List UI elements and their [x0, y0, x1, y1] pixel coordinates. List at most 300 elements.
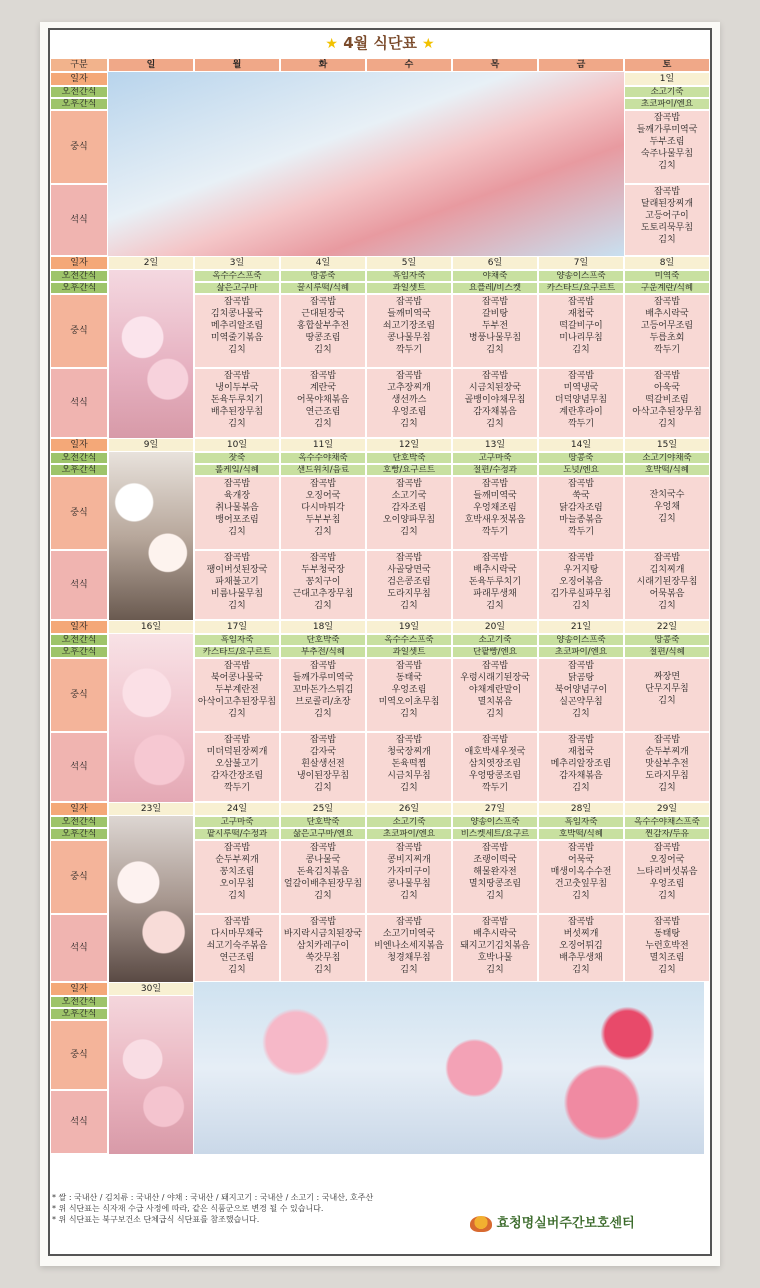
menu-item: 쇠고기숙주볶음 [206, 941, 268, 951]
pm-snack: 호박떡/식혜 [624, 464, 710, 476]
menu-item: 야채계란말이 [468, 685, 522, 695]
menu-item: 가자미구이 [387, 867, 431, 877]
menu-item: 깍두기 [395, 345, 423, 355]
menu-item: 쑥국 [572, 491, 590, 501]
date-cell: 5일 [366, 256, 452, 270]
menu-item: 김치 [572, 965, 590, 975]
row-label-am: 오전간식 [50, 270, 108, 282]
menu-item: 잡곡밥 [223, 735, 251, 745]
menu-item: 연근조림 [305, 407, 341, 417]
menu-item: 김치 [572, 601, 590, 611]
title-text: 4월 식단표 [343, 34, 417, 52]
menu-item: 감자국 [309, 747, 337, 757]
menu-item: 미역오이초무침 [378, 697, 440, 707]
menu-item: 잡곡밥 [395, 371, 423, 381]
menu-item: 잡곡밥 [223, 479, 251, 489]
menu-item: 잡곡밥 [395, 661, 423, 671]
menu-item: 느타리버섯볶음 [636, 867, 698, 877]
menu-item: 호박새우젓볶음 [464, 515, 526, 525]
am-snack: 미역죽 [624, 270, 710, 282]
date-cell: 11일 [280, 438, 366, 452]
am-snack: 고구마죽 [194, 816, 280, 828]
menu-item: 두부계란전 [215, 685, 259, 695]
pm-snack: 도넛/엔요 [538, 464, 624, 476]
date-cell: 10일 [194, 438, 280, 452]
menu-item: 오징어튀김 [559, 941, 603, 951]
menu-item: 파채불고기 [215, 577, 259, 587]
lunch-menu [538, 840, 624, 914]
menu-item: 김치콩나물국 [210, 309, 264, 319]
menu-item: 아삭이고추된장무침 [197, 697, 277, 707]
menu-item: 닭감자조림 [559, 503, 603, 513]
menu-item: 김치 [572, 783, 590, 793]
lunch-menu [452, 294, 538, 368]
menu-item: 깍두기 [567, 527, 595, 537]
menu-item: 잡곡밥 [567, 843, 595, 853]
menu-item: 마늘종볶음 [559, 515, 603, 525]
menu-item: 김치 [658, 601, 676, 611]
menu-item: 잡곡밥 [481, 661, 509, 671]
row-label-lunch: 중식 [50, 110, 108, 184]
menu-item: 건고춧잎무침 [554, 879, 608, 889]
menu-item: 잡곡밥 [567, 735, 595, 745]
menu-item: 청국장찌개 [387, 747, 431, 757]
menu-item: 오이양파무침 [382, 515, 436, 525]
menu-item: 김치 [228, 419, 246, 429]
menu-item: 잡곡밥 [653, 917, 681, 927]
menu-item: 다시마무채국 [210, 929, 264, 939]
dinner-menu [624, 368, 710, 438]
menu-item: 취나물볶음 [215, 503, 259, 513]
menu-item: 재첩국 [567, 309, 595, 319]
menu-item: 잡곡밥 [309, 843, 337, 853]
menu-item: 김치 [572, 345, 590, 355]
menu-item: 잡곡밥 [309, 735, 337, 745]
row-label-dinner: 석식 [50, 914, 108, 982]
menu-item: 잡곡밥 [481, 843, 509, 853]
menu-item: 잡곡밥 [653, 553, 681, 563]
menu-item: 우엉채 [653, 502, 681, 512]
date-cell: 9일 [108, 438, 194, 452]
menu-item: 도토리묵무침 [640, 223, 694, 233]
dinner-menu [280, 550, 366, 620]
menu-item: 김치 [572, 709, 590, 719]
menu-item: 잡곡밥 [481, 371, 509, 381]
menu-item: 냉이두부국 [215, 383, 259, 393]
menu-item: 김치 [228, 527, 246, 537]
menu-item: 연근조림 [219, 953, 255, 963]
am-snack: 땅콩죽 [538, 452, 624, 464]
menu-item: 미나리무침 [559, 333, 603, 343]
menu-item: 깍두기 [653, 345, 681, 355]
row-label-pm: 오후간식 [50, 828, 108, 840]
menu-item: 바지락시금치된장국 [283, 929, 363, 939]
row-label-date: 일자 [50, 620, 108, 634]
menu-item: 뱅어포조림 [215, 515, 259, 525]
pm-snack: 비스켓세트/요구르 [452, 828, 538, 840]
row-label-am: 오전간식 [50, 634, 108, 646]
menu-item: 잡곡밥 [481, 553, 509, 563]
lunch-menu [452, 476, 538, 550]
date-cell: 18일 [280, 620, 366, 634]
menu-item: 김치 [314, 891, 332, 901]
dinner-menu [624, 732, 710, 802]
date-cell: 20일 [452, 620, 538, 634]
dinner-menu [366, 368, 452, 438]
am-snack: 옥수수스프죽 [194, 270, 280, 282]
menu-item: 비름나물무침 [210, 589, 264, 599]
menu-item: 다시마튀각 [301, 503, 345, 513]
cherry-blossom-photo [108, 72, 624, 256]
menu-item: 냉이된장무침 [296, 771, 350, 781]
menu-item: 김치 [658, 783, 676, 793]
cherry-blossom-photo [109, 270, 193, 438]
menu-item: 사골당면국 [387, 565, 431, 575]
pm-snack: 초코파이/엔요 [538, 646, 624, 658]
row-label-pm: 오후간식 [50, 282, 108, 294]
menu-item: 땅콩조림 [305, 333, 341, 343]
menu-item: 잡곡밥 [567, 479, 595, 489]
lunch-menu [624, 658, 710, 732]
row-label-lunch: 중식 [50, 294, 108, 368]
menu-item: 잡곡밥 [223, 843, 251, 853]
menu-item: 김치 [658, 891, 676, 901]
menu-item: 깍두기 [223, 783, 251, 793]
menu-item: 김치찌개 [649, 565, 685, 575]
date-cell: 26일 [366, 802, 452, 816]
logo-text: 효청명실버주간보호센터 [496, 1216, 635, 1231]
am-snack: 흑임자죽 [194, 634, 280, 646]
date-cell: 4일 [280, 256, 366, 270]
menu-item: 계란국 [309, 383, 337, 393]
menu-item: 소고기국 [391, 491, 427, 501]
dinner-menu [280, 914, 366, 982]
menu-item: 잡곡밥 [223, 297, 251, 307]
menu-item: 애호박새우젓국 [464, 747, 526, 757]
column-header: 토 [624, 58, 710, 72]
menu-item: 골뱅이야채무침 [464, 395, 526, 405]
menu-item: 우렁시래기된장국 [460, 673, 530, 683]
menu-item: 단무지무침 [645, 684, 689, 694]
date-cell: 28일 [538, 802, 624, 816]
dinner-menu [624, 914, 710, 982]
lunch-menu [194, 840, 280, 914]
menu-item: 잔치국수 [649, 490, 685, 500]
menu-item: 콩나물국 [305, 855, 341, 865]
pm-snack: 삶은고구마/엔요 [280, 828, 366, 840]
row-label-lunch: 중식 [50, 658, 108, 732]
am-snack: 땅콩죽 [280, 270, 366, 282]
column-header: 금 [538, 58, 624, 72]
lunch-menu [194, 294, 280, 368]
dinner-menu [452, 368, 538, 438]
menu-item: 두부전 [481, 321, 509, 331]
menu-item: 김치 [658, 965, 676, 975]
menu-item: 김치 [228, 965, 246, 975]
pm-snack: 꿀시루떡/식혜 [280, 282, 366, 294]
menu-item: 콩나물무침 [387, 879, 431, 889]
pm-snack: 카스타드/요구르트 [194, 646, 280, 658]
menu-item: 들깨미역국 [473, 491, 517, 501]
row-label-date: 일자 [50, 438, 108, 452]
menu-item: 잡곡밥 [567, 661, 595, 671]
menu-item: 꽁치조림 [219, 867, 255, 877]
menu-item: 메추리알조림 [210, 321, 264, 331]
menu-item: 비엔나소세지볶음 [374, 941, 444, 951]
lunch-menu [366, 294, 452, 368]
menu-item: 쑥갓무침 [305, 953, 341, 963]
am-snack: 흑임자죽 [538, 816, 624, 828]
menu-item: 오삼불고기 [215, 759, 259, 769]
date-cell: 12일 [366, 438, 452, 452]
menu-item: 순두부찌개 [215, 855, 259, 865]
menu-item: 김가루실파무침 [550, 589, 612, 599]
menu-item: 병풍나물무침 [468, 333, 522, 343]
menu-item: 들깨가루미역국 [636, 125, 698, 135]
menu-item: 김치 [314, 419, 332, 429]
menu-item: 맛살부추전 [645, 759, 689, 769]
lunch-menu [366, 840, 452, 914]
pm-snack: 삶은고구마 [194, 282, 280, 294]
row-label-date: 일자 [50, 256, 108, 270]
am-snack: 흑임자죽 [366, 270, 452, 282]
menu-item: 브로콜리/초장 [295, 697, 351, 707]
lunch-menu [280, 840, 366, 914]
pm-snack: 절편/식혜 [624, 646, 710, 658]
menu-item: 시금치된장국 [468, 383, 522, 393]
menu-item: 우거지탕 [563, 565, 599, 575]
menu-item: 오이무침 [219, 879, 255, 889]
pm-snack: 초코파이/엔요 [366, 828, 452, 840]
menu-item: 김치 [314, 965, 332, 975]
menu-item: 감자채볶음 [559, 771, 603, 781]
cherry-blossom-photo [109, 452, 193, 620]
pm-snack: 과일셋트 [366, 282, 452, 294]
menu-item: 김치 [486, 965, 504, 975]
logo-icon [470, 1216, 492, 1232]
menu-item: 육개장 [223, 491, 251, 501]
menu-item: 고등어무조림 [640, 321, 694, 331]
dinner-menu [280, 732, 366, 802]
date-cell: 22일 [624, 620, 710, 634]
menu-item: 파래무생채 [473, 589, 517, 599]
menu-item: 콩비지찌개 [387, 855, 431, 865]
column-header: 구분 [50, 58, 108, 72]
lunch-menu [624, 840, 710, 914]
menu-item: 김치 [658, 161, 676, 171]
row-label-am: 오전간식 [50, 816, 108, 828]
menu-item: 어묵야채볶음 [296, 395, 350, 405]
menu-item: 북어콩나물국 [210, 673, 264, 683]
cherry-blossom-photo [109, 816, 193, 982]
am-snack: 단호박죽 [280, 816, 366, 828]
menu-item: 김치 [400, 709, 418, 719]
menu-item: 김치 [314, 601, 332, 611]
menu-item: 깍두기 [481, 527, 509, 537]
menu-item: 잡곡밥 [653, 371, 681, 381]
menu-item: 잡곡밥 [653, 735, 681, 745]
menu-sheet [40, 22, 720, 1266]
cherry-blossom-photo [109, 996, 193, 1154]
lunch-menu [538, 294, 624, 368]
menu-item: 꽁치구이 [305, 577, 341, 587]
row-label-date: 일자 [50, 72, 108, 86]
menu-item: 잡곡밥 [309, 479, 337, 489]
star-icon: ★ [422, 36, 435, 52]
pm-snack: 샌드위치/음료 [280, 464, 366, 476]
menu-item: 김치 [228, 345, 246, 355]
dinner-menu [624, 550, 710, 620]
row-label-dinner: 석식 [50, 368, 108, 438]
row-label-am: 오전간식 [50, 86, 108, 98]
row-label-pm: 오후간식 [50, 646, 108, 658]
column-header: 일 [108, 58, 194, 72]
menu-item: 들깨미역국 [387, 309, 431, 319]
dinner-menu [624, 184, 710, 256]
row-label-dinner: 석식 [50, 184, 108, 256]
row-label-pm: 오후간식 [50, 464, 108, 476]
pm-snack: 카스타드/요구르트 [538, 282, 624, 294]
dinner-menu [194, 732, 280, 802]
menu-item: 닭곰탕 [567, 673, 595, 683]
pm-snack: 초코파이/엔요 [624, 98, 710, 110]
menu-item: 돼지고기김치볶음 [460, 941, 530, 951]
column-header: 수 [366, 58, 452, 72]
menu-item: 잡곡밥 [567, 297, 595, 307]
menu-item: 잡곡밥 [481, 917, 509, 927]
menu-item: 계란후라이 [559, 407, 603, 417]
menu-item: 누런호박전 [645, 941, 689, 951]
menu-item: 배추시락국 [473, 565, 517, 575]
cherry-blossom-photo [109, 634, 193, 802]
menu-item: 오징어볶음 [559, 577, 603, 587]
menu-item: 어묵국 [567, 855, 595, 865]
menu-item: 아삭고추된장무침 [632, 407, 702, 417]
menu-item: 잡곡밥 [309, 553, 337, 563]
menu-item: 해물완자전 [473, 867, 517, 877]
date-cell: 23일 [108, 802, 194, 816]
date-cell: 25일 [280, 802, 366, 816]
dinner-menu [280, 368, 366, 438]
am-snack: 양송이스프죽 [538, 270, 624, 282]
menu-item: 잡곡밥 [567, 553, 595, 563]
menu-item: 멸치볶음 [477, 697, 513, 707]
row-label-dinner: 석식 [50, 550, 108, 620]
menu-item: 우엉땅콩조림 [468, 771, 522, 781]
menu-item: 고추장찌개 [387, 383, 431, 393]
cherry-blossom-photo [194, 982, 704, 1154]
row-label-date: 일자 [50, 802, 108, 816]
pm-snack: 요플레/비스켓 [452, 282, 538, 294]
pm-snack: 부추전/식혜 [280, 646, 366, 658]
dinner-menu [538, 732, 624, 802]
menu-item: 잡곡밥 [223, 553, 251, 563]
dinner-menu [452, 732, 538, 802]
menu-item: 잡곡밥 [223, 917, 251, 927]
menu-item: 김치 [314, 345, 332, 355]
menu-item: 호박나물 [477, 953, 513, 963]
pm-snack: 호박떡/식혜 [538, 828, 624, 840]
am-snack: 옥수수야채스프죽 [624, 816, 710, 828]
lunch-menu [280, 294, 366, 368]
column-header: 목 [452, 58, 538, 72]
star-icon: ★ [325, 36, 338, 52]
menu-item: 김치 [572, 891, 590, 901]
date-cell: 30일 [108, 982, 194, 996]
menu-item: 멸치조림 [649, 953, 685, 963]
menu-item: 돈육두루치기 [210, 395, 264, 405]
menu-item: 김치 [400, 891, 418, 901]
dinner-menu [366, 550, 452, 620]
menu-item: 삼치엿장조림 [468, 759, 522, 769]
row-label-lunch: 중식 [50, 476, 108, 550]
date-cell: 6일 [452, 256, 538, 270]
am-snack: 땅콩죽 [624, 634, 710, 646]
date-cell: 21일 [538, 620, 624, 634]
menu-frame [48, 28, 712, 1256]
menu-item: 잡곡밥 [481, 297, 509, 307]
menu-item: 김치 [228, 601, 246, 611]
menu-item: 잡곡밥 [309, 297, 337, 307]
menu-item: 검은콩조림 [387, 577, 431, 587]
row-label-dinner: 석식 [50, 732, 108, 802]
menu-item: 잡곡밥 [653, 843, 681, 853]
date-cell: 19일 [366, 620, 452, 634]
dinner-menu [366, 732, 452, 802]
lunch-menu [624, 294, 710, 368]
lunch-menu [538, 658, 624, 732]
menu-item: 아욱국 [653, 383, 681, 393]
am-snack: 야채죽 [452, 270, 538, 282]
dinner-menu [538, 914, 624, 982]
column-header: 월 [194, 58, 280, 72]
menu-item: 홍합살부추전 [296, 321, 350, 331]
menu-item: 조랭이떡국 [473, 855, 517, 865]
menu-item: 잡곡밥 [223, 661, 251, 671]
menu-item: 버섯찌개 [563, 929, 599, 939]
footnotes [52, 1192, 472, 1225]
am-snack: 단호박죽 [366, 452, 452, 464]
pm-snack: 과일셋트 [366, 646, 452, 658]
menu-item: 잡곡밥 [567, 371, 595, 381]
menu-item: 북어양념구이 [554, 685, 608, 695]
menu-item: 소고기미역국 [382, 929, 436, 939]
menu-item: 두부부침 [305, 515, 341, 525]
menu-item: 잡곡밥 [309, 917, 337, 927]
menu-item: 김치 [400, 783, 418, 793]
menu-item: 잡곡밥 [395, 553, 423, 563]
menu-item: 흰살생선전 [301, 759, 345, 769]
menu-item: 잡곡밥 [395, 843, 423, 853]
menu-item: 실곤약무침 [559, 697, 603, 707]
date-cell: 29일 [624, 802, 710, 816]
row-label-dinner: 석식 [50, 1090, 108, 1154]
menu-item: 우엉조림 [391, 407, 427, 417]
am-snack: 옥수수스프죽 [366, 634, 452, 646]
menu-item: 김치 [400, 601, 418, 611]
menu-item: 미역냉국 [563, 383, 599, 393]
dinner-menu [194, 368, 280, 438]
menu-item: 우엉채조림 [473, 503, 517, 513]
menu-item: 고등어구이 [645, 211, 689, 221]
lunch-menu [280, 658, 366, 732]
menu-item: 김치 [400, 419, 418, 429]
menu-item: 잡곡밥 [223, 371, 251, 381]
menu-item: 잡곡밥 [653, 297, 681, 307]
menu-item: 두부조림 [649, 137, 685, 147]
footnote-2: * 위 식단표는 식자재 수급 사정에 따라, 같은 식품군으로 변경 될 수 있습니다. [52, 1204, 324, 1213]
lunch-menu [452, 840, 538, 914]
